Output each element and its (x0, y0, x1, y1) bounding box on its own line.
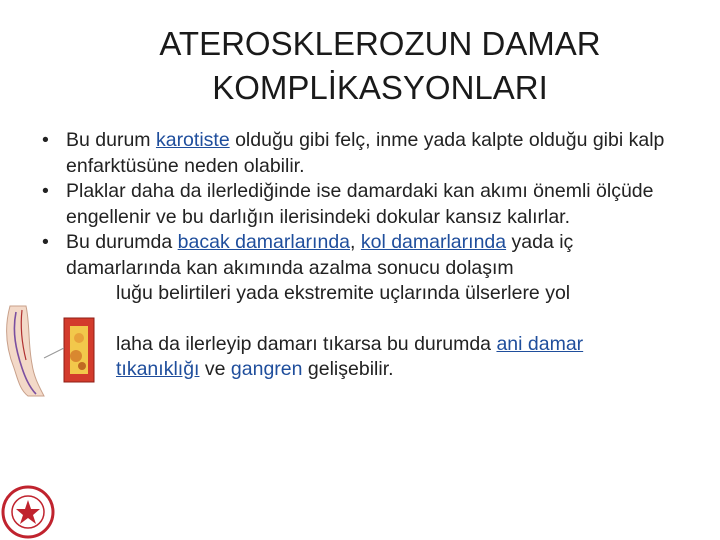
bullet-text: Plaklar daha da ilerlediğinde ise damardaki kan akımı önemli ölçüde engellenir ve bu darlığın ilerisindeki dokular kansız kalırlar. (66, 180, 654, 228)
university-logo (0, 482, 56, 540)
link-bacak-damarlari[interactable]: bacak damarlarında (177, 231, 351, 253)
bullet-text: luğu belirtileri yada ekstremite uçlarında ülserlere yol (116, 282, 571, 304)
link-karotiste[interactable]: karotiste (155, 129, 230, 151)
bullet-text: Bu durumda (66, 231, 178, 253)
artery-cross-section-icon (64, 318, 94, 382)
slide-title-line-1: ATEROSKLEROZUN DAMAR (159, 25, 601, 62)
bullet-text: gelişebilir. (302, 358, 394, 380)
gangren-term: gangren (230, 358, 303, 380)
bullet-continuation (66, 332, 672, 383)
bullet-item (32, 179, 672, 230)
bullet-text: ve (199, 358, 231, 380)
slide-title-line-2: KOMPLİKASYONLARI (212, 69, 548, 106)
bullet-text: , (350, 231, 361, 253)
slide-body (32, 128, 672, 383)
bullet-dot: • (42, 129, 49, 151)
bullet-dot: • (42, 180, 49, 202)
bullet-continuation (66, 281, 672, 307)
bullet-dot: • (42, 231, 49, 253)
bullet-item (32, 128, 672, 179)
link-ani-damar-tikanikligi[interactable]: ani damar tıkanıklığı (116, 332, 584, 380)
pointer-line (44, 348, 64, 358)
bullet-text: Bu durum (66, 129, 156, 151)
leg-illustration-icon (7, 306, 44, 396)
bullet-text: olduğu gibi felç, inme yada kalpte olduğu gibi kalp enfarktüsüne neden olabilir. (66, 129, 665, 177)
bullet-text: yada iç damarlarında kan akımında azalma sonucu dolaşım (66, 231, 574, 279)
bullet-text: laha da ilerleyip damarı tıkarsa bu durumda (116, 332, 497, 355)
leg-artery-illustration (0, 298, 120, 402)
link-kol-damarlari[interactable]: kol damarlarında (360, 231, 507, 253)
bullet-item (32, 230, 672, 383)
slide-title (80, 22, 680, 110)
